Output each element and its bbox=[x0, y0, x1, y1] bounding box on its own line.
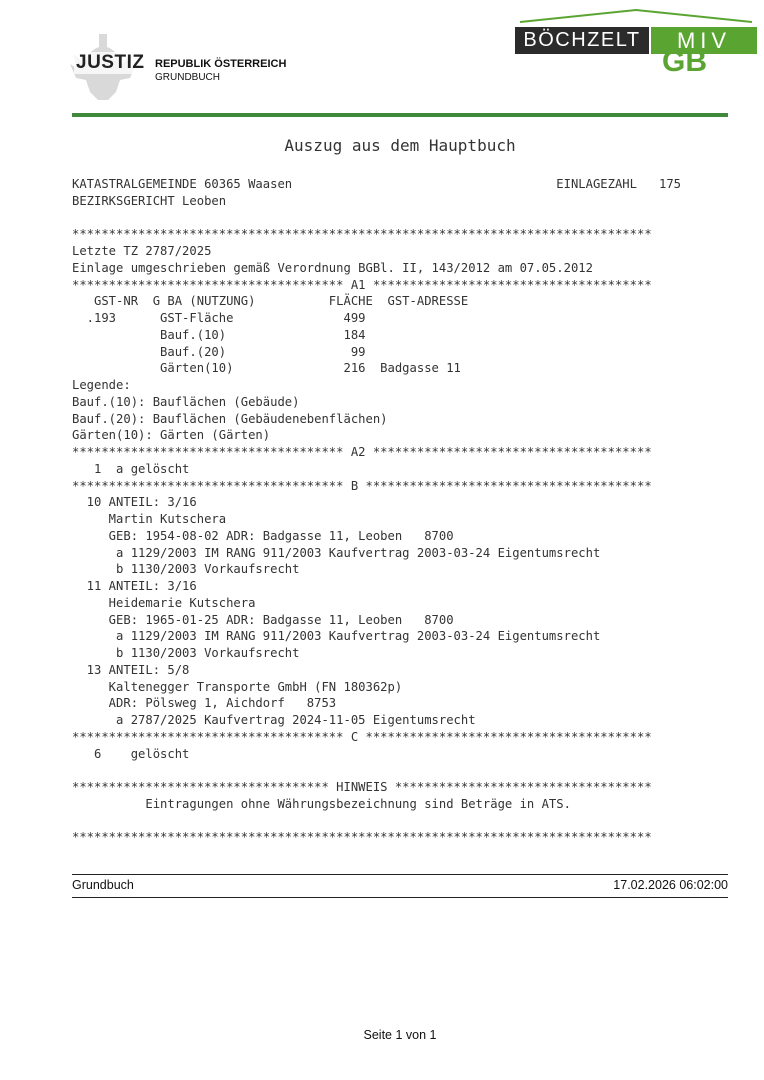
document-line: GEB: 1954-08-02 ADR: Badgasse 11, Leoben 8700 bbox=[72, 528, 454, 543]
brand-logo-name: BÖCHZELT bbox=[523, 29, 641, 51]
document-line: BEZIRKSGERICHT Leoben bbox=[72, 193, 227, 208]
document-line: a 1129/2003 IM RANG 911/2003 Kaufvertrag 2003-03-24 Eigentumsrecht bbox=[72, 629, 601, 644]
document-line: ADR: Pölsweg 1, Aichdorf 8753 bbox=[72, 696, 337, 711]
document-line: KATASTRALGEMEINDE 60365 Waasen EINLAGEZAHL 175 bbox=[72, 177, 682, 191]
document-line: Bauf.(10): Bauflächen (Gebäude) bbox=[72, 394, 300, 409]
document-line: Martin Kutschera bbox=[72, 512, 227, 526]
document-line: .193 GST-Fläche 499 bbox=[72, 311, 366, 325]
document-line: Gärten(10): Gärten (Gärten) bbox=[72, 428, 271, 443]
document-line: Bauf.(20) 99 bbox=[72, 344, 366, 359]
document-line: 11 ANTEIL: 3/16 bbox=[72, 579, 197, 593]
document-title: Auszug aus dem Hauptbuch bbox=[284, 136, 516, 155]
document-line: ******************************************************************************* bbox=[72, 830, 652, 845]
document-line: 10 ANTEIL: 3/16 bbox=[72, 495, 197, 510]
document-line: Heidemarie Kutschera bbox=[72, 595, 256, 610]
document-line: ************************************* A1 ************************************** bbox=[72, 277, 652, 292]
document-line: b 1130/2003 Vorkaufsrecht bbox=[72, 646, 300, 660]
document-line: *********************************** HINWEIS *********************************** bbox=[72, 780, 652, 794]
footer-left: Grundbuch bbox=[72, 878, 134, 892]
document-line: GEB: 1965-01-25 ADR: Badgasse 11, Leoben 8700 bbox=[72, 612, 454, 627]
document-line: ************************************* A2 ************************************** bbox=[72, 445, 652, 459]
document-line: a 1129/2003 IM RANG 911/2003 Kaufvertrag 2003-03-24 Eigentumsrecht bbox=[72, 545, 601, 560]
document-line: Letzte TZ 2787/2025 bbox=[72, 244, 212, 258]
document-line: 6 gelöscht bbox=[72, 746, 190, 761]
grundbuch-subtitle: GRUNDBUCH bbox=[155, 72, 220, 83]
brand-logo-gb: GB bbox=[662, 50, 707, 74]
document-line: ************************************* C *************************************** bbox=[72, 729, 652, 744]
document-line: Bauf.(10) 184 bbox=[72, 327, 366, 342]
document-line: 1 a gelöscht bbox=[72, 461, 190, 476]
document-line: ******************************************************************************* bbox=[72, 227, 652, 242]
footer-divider-bottom bbox=[72, 897, 728, 898]
document-line: Eintragungen ohne Währungsbezeichnung sind Beträge in ATS. bbox=[72, 796, 571, 811]
page-number: Seite 1 von 1 bbox=[363, 1028, 437, 1042]
document-line: Legende: bbox=[72, 378, 131, 392]
footer-timestamp: 17.02.2026 06:02:00 bbox=[613, 878, 728, 892]
document-line: ************************************* B *************************************** bbox=[72, 478, 652, 493]
roof-line-icon bbox=[520, 8, 752, 24]
document-line: GST-NR G BA (NUTZUNG) FLÄCHE GST-ADRESSE bbox=[72, 294, 469, 309]
document-line: Gärten(10) 216 Badgasse 11 bbox=[72, 361, 461, 376]
document-line: Einlage umgeschrieben gemäß Verordnung BGBl. II, 143/2012 am 07.05.2012 bbox=[72, 260, 593, 275]
header-divider bbox=[72, 113, 728, 117]
document-line: b 1130/2003 Vorkaufsrecht bbox=[72, 562, 300, 577]
republic-title: REPUBLIK ÖSTERREICH bbox=[155, 58, 287, 70]
document-line: Kaltenegger Transporte GmbH (FN 180362p) bbox=[72, 679, 403, 694]
document-line: Bauf.(20): Bauflächen (Gebäudenebenflächen) bbox=[72, 411, 388, 426]
brand-logo-miv: MIV bbox=[676, 28, 732, 53]
footer-divider-top bbox=[72, 874, 728, 875]
justiz-logo: JUSTIZ bbox=[76, 52, 145, 73]
document-line: a 2787/2025 Kaufvertrag 2024-11-05 Eigentumsrecht bbox=[72, 713, 476, 727]
document-line: 13 ANTEIL: 5/8 bbox=[72, 662, 190, 677]
